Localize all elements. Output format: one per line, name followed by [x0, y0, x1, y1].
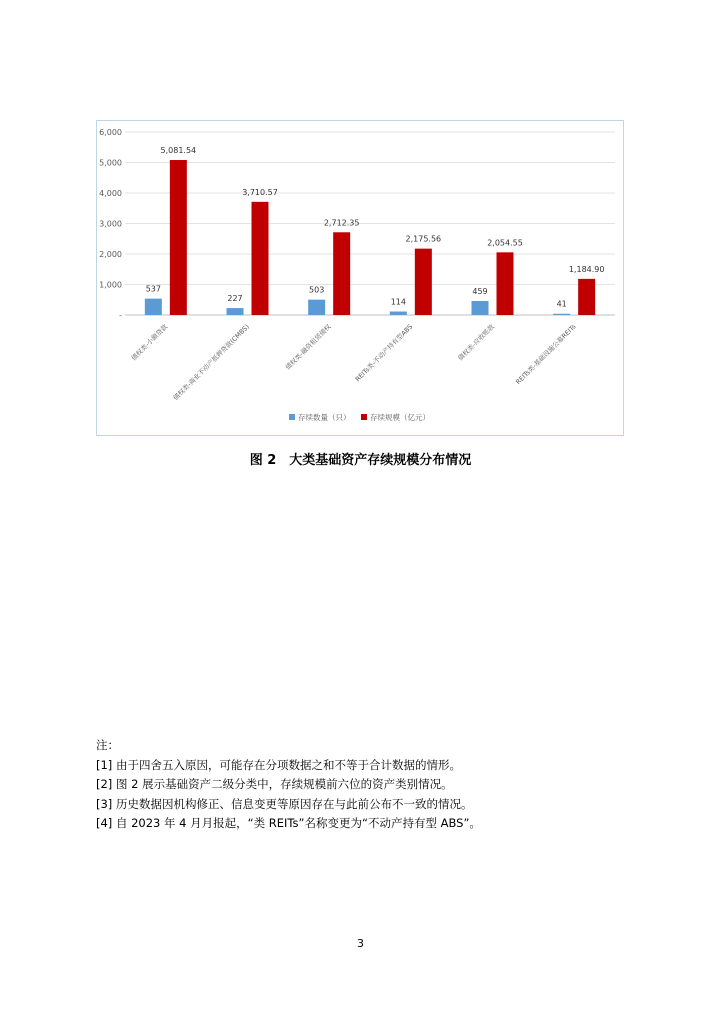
y-tick-label: 1,000: [99, 280, 122, 290]
note-item-3: [3] 历史数据因机构修正、信息变更等原因存在与此前公布不一致的情况。: [96, 796, 473, 811]
bar-scale: [252, 202, 269, 315]
page-number: 3: [357, 937, 364, 950]
bar-count: [145, 299, 162, 315]
category-label: REITs类-不动产持有型ABS: [353, 322, 415, 384]
legend-swatch: [289, 414, 295, 420]
note-item-4: [4] 自 2023 年 4 月月报起，“类 REITs”名称变更为“不动产持有型 ABS”。: [96, 816, 481, 830]
bar-count: [227, 308, 244, 315]
notes-title: 注：: [96, 738, 119, 752]
data-label: 227: [227, 294, 243, 304]
category-label: 债权类-融资租赁债权: [283, 322, 333, 372]
legend-label: 存续数量（只）: [298, 413, 351, 422]
figure-caption: 图 2 大类基础资产存续规模分布情况: [249, 453, 472, 468]
y-tick-label: 4,000: [99, 189, 122, 198]
data-label: 41: [556, 299, 567, 309]
y-tick-label: 6,000: [99, 128, 122, 137]
data-label: 3,710.57: [242, 187, 278, 197]
data-label: 114: [390, 297, 406, 307]
bar-scale: [170, 160, 187, 315]
bar-chart: [97, 121, 625, 437]
data-label: 5,081.54: [160, 146, 197, 156]
y-tick-label: 2,000: [99, 250, 122, 259]
bar-scale: [578, 279, 595, 315]
note-item-2: [2] 图 2 展示基础资产二级分类中，存续规模前六位的资产类别情况。: [96, 777, 453, 791]
y-tick-label: 5,000: [99, 158, 122, 168]
data-label: 2,712.35: [323, 218, 360, 228]
legend-swatch: [361, 414, 367, 420]
y-tick-label: -: [119, 311, 122, 320]
data-label: 2,175.56: [405, 234, 442, 244]
notes-section: [96, 736, 656, 834]
data-label: 459: [472, 287, 488, 297]
legend-label: 存续规模（亿元）: [370, 413, 430, 422]
bar-scale: [415, 249, 432, 315]
chart-frame: [96, 120, 624, 436]
bar-count: [308, 300, 325, 315]
category-label: 债权类-小额贷款: [129, 322, 170, 363]
note-item-1: [1] 由于四舍五入原因，可能存在分项数据之和不等于合计数据的情形。: [96, 757, 461, 772]
bar-count: [553, 314, 570, 315]
category-label: REITs类-基础设施公募REITs: [514, 322, 578, 387]
data-label: 1,184.90: [568, 264, 605, 274]
data-label: 537: [145, 284, 161, 294]
data-label: 503: [309, 285, 325, 295]
bar-count: [390, 312, 407, 315]
category-label: 债权类-商业不动产抵押贷款(CMBS): [171, 322, 251, 402]
data-label: 2,054.55: [487, 238, 523, 248]
y-tick-label: 3,000: [99, 219, 122, 229]
bar-scale: [333, 232, 350, 315]
category-label: 债权类-应收账款: [456, 322, 496, 363]
bar-count: [472, 301, 489, 315]
bar-scale: [497, 252, 514, 315]
